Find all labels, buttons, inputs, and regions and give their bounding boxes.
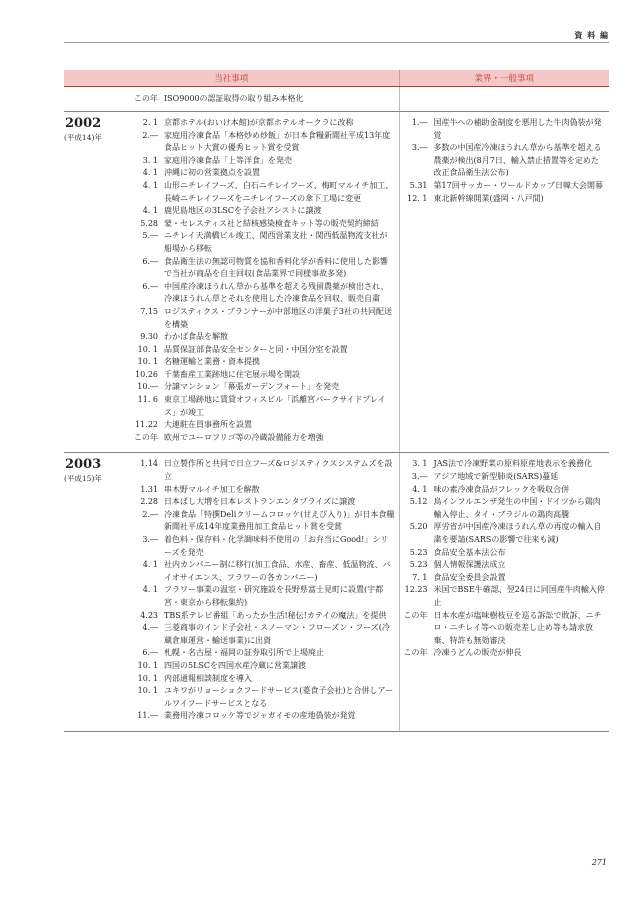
event-row <box>400 458 610 471</box>
event-text: 日本ばし大増を日本レストランエンタプライズに譲渡 <box>164 497 356 507</box>
event-date: 4. 1 <box>142 180 158 190</box>
event-text: 東京工場跡地に賃貸オフィスビル「浜離宮パークサイドプレイス」が竣工 <box>164 395 386 417</box>
event-text: ユキワがリョーショクフードサービス(菱食子会社)と合併しアールワイフードサービスとなる <box>164 686 394 708</box>
pre-row <box>64 87 609 112</box>
chronology-table <box>64 70 609 732</box>
event-row <box>112 331 399 344</box>
event-text: 三菱商事のインド子会社・スノーマン・フローズン・フーズ(冷蔵倉庫運営・輸送事業)に出資 <box>164 623 390 645</box>
event-date: 10. 1 <box>137 686 158 696</box>
pre-row-text: ISO9000の認証取得の取り組み本格化 <box>164 94 304 103</box>
year-row-2002 <box>64 112 609 453</box>
event-text: 内部通報相談制度を導入 <box>164 673 252 683</box>
event-date: 5.28 <box>140 218 158 228</box>
event-row <box>112 534 399 559</box>
event-text: わかば食品を解散 <box>164 332 228 342</box>
event-date: 1.31 <box>140 484 158 494</box>
header-rule <box>64 42 609 43</box>
event-text: 食品安全基本法公布 <box>433 547 506 557</box>
event-row <box>400 117 610 142</box>
event-row <box>112 710 399 723</box>
event-date: 11.22 <box>135 420 158 430</box>
event-text: 鹿児島地区の3LSCを子会社アシストに譲渡 <box>164 206 322 216</box>
event-row <box>112 344 399 357</box>
event-row <box>112 356 399 369</box>
event-row <box>112 673 399 686</box>
event-text: アジア地域で新型肺炎(SARS)蔓延 <box>433 472 559 482</box>
event-date: 5.23 <box>409 547 428 557</box>
event-date: 5.― <box>142 231 158 241</box>
general-column-header: 業界・一般事項 <box>399 70 609 87</box>
event-text: 名糖運輸と業務・資本提携 <box>164 357 260 367</box>
event-date: 11.― <box>137 711 158 721</box>
event-date: 4.23 <box>140 610 158 620</box>
event-date: 2. 1 <box>142 118 158 127</box>
event-date: 4. 1 <box>142 585 158 595</box>
event-text: 大連駐在員事務所を設置 <box>164 420 252 430</box>
era-label: (平成14)年 <box>64 133 102 142</box>
event-date: 12. 1 <box>407 193 428 203</box>
event-date: 10. 1 <box>137 344 158 354</box>
event-text: 千葉畜産工業跡地に住宅展示場を開設 <box>164 369 300 379</box>
event-date: 10.― <box>137 382 158 392</box>
event-date: 5.31 <box>409 180 428 190</box>
event-date: 11. 6 <box>137 395 158 405</box>
event-date: 3. 1 <box>142 155 158 165</box>
event-row <box>400 521 610 546</box>
event-date: 6.― <box>142 256 158 266</box>
event-row <box>112 281 399 306</box>
event-text: 東北新幹線開業(盛岡・八戸間) <box>433 193 544 203</box>
event-date: この年 <box>134 432 158 442</box>
event-text: 冷凍食品「特撰Deliクリームコロッケ(甘えび入り)」が日本食糧新聞社平成14年度業務用加工食品ヒット賞を受賞 <box>164 509 395 532</box>
event-text: 味の素冷凍食品がフレックを吸収合併 <box>433 484 570 494</box>
company-column-header: 当社事項 <box>64 70 399 87</box>
event-row <box>112 256 399 281</box>
event-row <box>112 685 399 710</box>
event-date: 4. 1 <box>142 560 158 570</box>
event-date: 2.― <box>142 130 158 140</box>
event-row <box>400 193 610 206</box>
event-text: 食品安全委員会設置 <box>433 572 506 582</box>
event-row <box>112 394 399 419</box>
event-row <box>400 471 610 484</box>
event-row <box>112 509 399 534</box>
event-date: 5.20 <box>409 522 428 532</box>
event-date: 12.23 <box>404 585 428 595</box>
event-row <box>112 306 399 331</box>
company-events <box>112 453 399 730</box>
event-row <box>112 180 399 205</box>
event-date: 4. 1 <box>142 168 158 178</box>
event-row <box>400 610 610 648</box>
event-text: 品質保証部食品安全センターと同・中国分室を設置 <box>164 344 348 354</box>
event-row <box>112 369 399 382</box>
event-row <box>112 381 399 394</box>
event-text: 第17回サッカー・ワールドカップ日韓大会開幕 <box>433 180 604 190</box>
general-events <box>400 112 610 213</box>
event-text: 京都ホテル(おいけ本館)が京都ホテルオークラに改称 <box>164 118 354 127</box>
event-text: 業務用冷凍コロッケ等でジャガイモの産地偽装が発覚 <box>164 711 356 721</box>
event-date: 7.15 <box>140 306 158 316</box>
general-events <box>400 453 610 668</box>
event-date: 7. 1 <box>412 572 428 582</box>
event-text: 札幌・名古屋・福岡の証券取引所で上場廃止 <box>164 648 324 658</box>
event-row <box>112 167 399 180</box>
event-date: 5.23 <box>409 560 428 570</box>
event-date: 4. 1 <box>142 206 158 216</box>
event-row <box>400 547 610 560</box>
event-text: 鳥インフルエンザ発生の中国・ドイツから鶏肉輸入停止、タイ・ブラジルの鶏肉高騰 <box>433 497 601 519</box>
event-date: 6.― <box>142 648 158 658</box>
era-label: (平成15)年 <box>64 474 102 484</box>
event-row <box>112 205 399 218</box>
section-label: 資 料 編 <box>574 30 609 40</box>
year-label: 2002 <box>65 116 102 131</box>
company-events <box>112 112 399 452</box>
event-text: 沖縄に初の営業拠点を設置 <box>164 168 260 178</box>
event-date: 10. 1 <box>137 357 158 367</box>
event-text: 四国の5LSCを四国水産冷蔵に営業譲渡 <box>164 660 307 670</box>
page-number: 271 <box>591 858 607 867</box>
event-text: 日本水産が塩味樹枝豆を巡る訴訟で敗訴、ニチロ・ニチレイ等への販売差し止め等も請求放棄、特許も無効審決 <box>433 610 602 645</box>
event-date: 9.30 <box>140 332 158 342</box>
event-date: 5.12 <box>409 497 428 507</box>
event-date: 10. 1 <box>137 673 158 683</box>
event-text: 分譲マンション「幕張ガーデンフォート」を発売 <box>164 382 340 392</box>
event-date: 2.28 <box>140 497 158 507</box>
event-date: 4.― <box>142 623 158 633</box>
event-row <box>112 218 399 231</box>
event-row <box>112 496 399 509</box>
event-row <box>112 584 399 609</box>
event-row <box>112 622 399 647</box>
event-text: 食品衛生法の無認可物質を協和香料化学が香料に使用した影響で当社が商品を自主回収(食品業界で同様事故多発) <box>164 256 388 279</box>
event-date: 1.14 <box>140 459 158 469</box>
event-row <box>400 142 610 180</box>
event-text: 多数の中国産冷凍ほうれん草から基準を超える農薬が検出(8月7日、輸入禁止措置等を定めた改正食品衛生法公布) <box>433 143 602 178</box>
event-date: 4. 1 <box>412 484 428 494</box>
event-date: 10.26 <box>135 369 158 379</box>
event-date: 3. 1 <box>412 459 428 469</box>
event-row <box>400 572 610 585</box>
event-text: 家庭用冷凍食品「本格炒め炒飯」が日本食糧新聞社平成13年度食品ヒット大賞の優秀ヒット賞を受賞 <box>164 130 391 153</box>
event-text: 中国産冷凍ほうれん草から基準を超える残留農薬が検出され、冷凍ほうれん草とそれを使用した冷凍食品を回収、販売自粛 <box>164 281 389 304</box>
event-row <box>112 432 399 445</box>
event-row <box>400 647 610 660</box>
event-text: 家庭用冷凍食品「上等洋食」を発売 <box>164 155 292 165</box>
event-text: 社内カンパニー制に移行(加工食品、水産、畜産、低温物流、バイオサイエンス、フラワーの各カンパニー) <box>164 560 391 582</box>
event-row <box>400 584 610 609</box>
event-row <box>112 117 399 130</box>
event-date: 1.― <box>411 118 428 127</box>
event-text: 厚労省が中国産冷凍ほうれん草の再度の輸入自粛を要請(SARSの影響で往来も減) <box>433 522 602 544</box>
event-text: 蒙・セレスティス社と結核感染検査キット等の販売契約締結 <box>164 218 379 228</box>
event-text: 日立製作所と共同で日立フーズ&ロジスティクスシステムズを設立 <box>164 459 393 482</box>
event-row <box>112 660 399 673</box>
event-row <box>112 419 399 432</box>
event-text: ニチレイ天満橋ビル竣工、関西営業支社・関西低温物流支社が船場から移転 <box>164 231 388 253</box>
event-row <box>400 496 610 521</box>
event-text: 国産牛への補助金制度を悪用した牛肉偽装が発覚 <box>433 118 602 140</box>
event-date: この年 <box>403 610 428 620</box>
event-date: 2.― <box>142 509 158 519</box>
event-date: 3.― <box>411 143 428 153</box>
event-text: 欧州でユーロフリゴ等の冷蔵設備能力を増強 <box>164 432 324 442</box>
event-row <box>112 559 399 584</box>
event-row <box>112 155 399 168</box>
event-date: 3.― <box>411 472 428 482</box>
event-row <box>400 484 610 497</box>
event-text: JAS法で冷凍野菜の原料原産地表示を義務化 <box>433 459 592 469</box>
event-date: 10. 1 <box>137 660 158 670</box>
event-row <box>400 180 610 193</box>
event-row <box>400 559 610 572</box>
event-text: フラワー事業の温室・研究施設を長野県富士見町に設置(宇都宮・東京から移転集約) <box>164 585 384 607</box>
event-row <box>112 458 399 483</box>
event-date: この年 <box>403 648 428 658</box>
event-date: 3.― <box>142 535 158 544</box>
event-row <box>112 484 399 497</box>
event-text: 米国でBSE牛確認、翌24日に同国産牛肉輸入停止 <box>433 585 605 607</box>
event-text: 着色料・保存料・化学調味料不使用の「お弁当にGood!」シリーズを発売 <box>164 535 389 557</box>
event-text: ロジスティクス・プランナーが中部地区の洋菓子3社の共同配送を構築 <box>164 306 392 329</box>
event-row <box>112 130 399 155</box>
year-row-2003 <box>64 453 609 731</box>
event-text: 山形ニチレイフーズ、白石ニチレイフーズ、梅町マルイチ加工、長崎ニチレイフーズをニチレイフーズの傘下工場に変更 <box>164 180 394 203</box>
event-row <box>112 230 399 255</box>
event-date: 6.― <box>142 281 158 291</box>
event-text: 冷凍うどんの販売が伸長 <box>433 648 522 658</box>
event-text: 個人情報保護法成立 <box>433 560 506 570</box>
event-text: 串木野マルイチ加工を解散 <box>164 484 260 494</box>
event-row <box>112 647 399 660</box>
event-text: TBS系テレビ番組「あったか生活!秘伝!カテイの魔法」を提供 <box>164 610 387 620</box>
pre-row-date: この年 <box>134 94 158 103</box>
event-row <box>112 610 399 623</box>
year-label: 2003 <box>65 457 102 473</box>
